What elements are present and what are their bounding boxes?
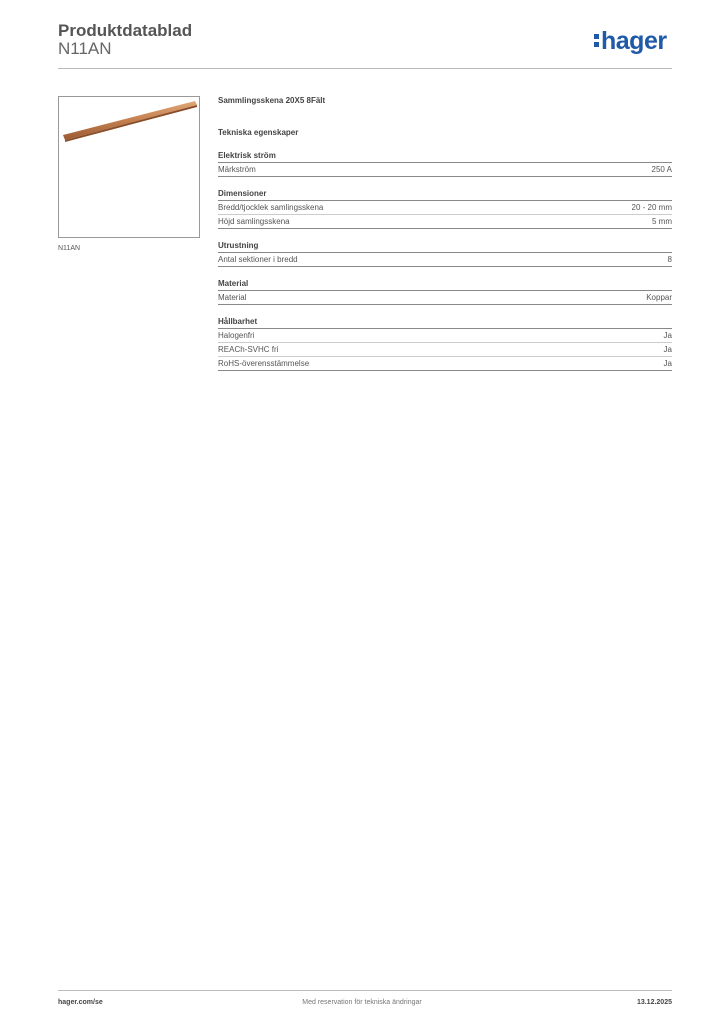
- group-title: Dimensioner: [218, 189, 672, 201]
- spec-value: Ja: [663, 331, 672, 340]
- page-title: Produktdatablad: [58, 21, 193, 40]
- spec-label: RoHS-överensstämmelse: [218, 359, 310, 368]
- spec-label: Märkström: [218, 165, 256, 174]
- spec-value: 250 A: [651, 165, 672, 174]
- group-title: Material: [218, 279, 672, 291]
- footer-divider: [58, 990, 672, 991]
- footer-website-link[interactable]: hager.com/se: [58, 999, 103, 1006]
- copper-busbar-icon: [59, 97, 199, 237]
- spec-group-dimensioner: [218, 189, 672, 229]
- spec-row: [218, 329, 672, 343]
- spec-label: REACh-SVHC fri: [218, 345, 279, 354]
- spec-value: Koppar: [646, 293, 672, 302]
- footer-date: 13.12.2025: [636, 999, 672, 1006]
- spec-row: [218, 253, 672, 267]
- spec-value: 5 mm: [652, 217, 672, 226]
- spec-row: [218, 291, 672, 305]
- spec-group-material: [218, 279, 672, 305]
- spec-row: [218, 201, 672, 215]
- spec-group-hallbarhet: [218, 317, 672, 371]
- spec-heading: Tekniska egenskaper: [218, 128, 299, 137]
- spec-label: Antal sektioner i bredd: [218, 255, 298, 264]
- group-title: Hållbarhet: [218, 317, 672, 329]
- spec-value: 20 - 20 mm: [631, 203, 672, 212]
- logo-dots-icon: [594, 31, 599, 50]
- spec-value: 8: [667, 255, 672, 264]
- spec-content: [218, 96, 672, 383]
- product-code: N11AN: [58, 39, 112, 58]
- product-image: [58, 96, 200, 238]
- hager-logo: [594, 27, 667, 56]
- spec-row: [218, 163, 672, 177]
- logo-text: hager: [601, 27, 667, 55]
- product-name: Sammlingsskena 20X5 8Fält: [218, 96, 326, 105]
- spec-label: Bredd/tjocklek samlingsskena: [218, 203, 324, 212]
- spec-label: Material: [218, 293, 247, 302]
- spec-row: [218, 215, 672, 229]
- group-title: Elektrisk ström: [218, 151, 672, 163]
- spec-label: Höjd samlingsskena: [218, 217, 290, 226]
- footer-disclaimer: Med reservation för tekniska ändringar: [302, 999, 422, 1006]
- spec-row: [218, 343, 672, 357]
- spec-value: Ja: [663, 359, 672, 368]
- spec-label: Halogenfri: [218, 331, 255, 340]
- spec-group-utrustning: [218, 241, 672, 267]
- spec-value: Ja: [663, 345, 672, 354]
- header-divider: [58, 68, 672, 69]
- spec-row: [218, 357, 672, 371]
- image-caption: N11AN: [58, 245, 81, 252]
- spec-group-elektrisk: [218, 151, 672, 177]
- group-title: Utrustning: [218, 241, 672, 253]
